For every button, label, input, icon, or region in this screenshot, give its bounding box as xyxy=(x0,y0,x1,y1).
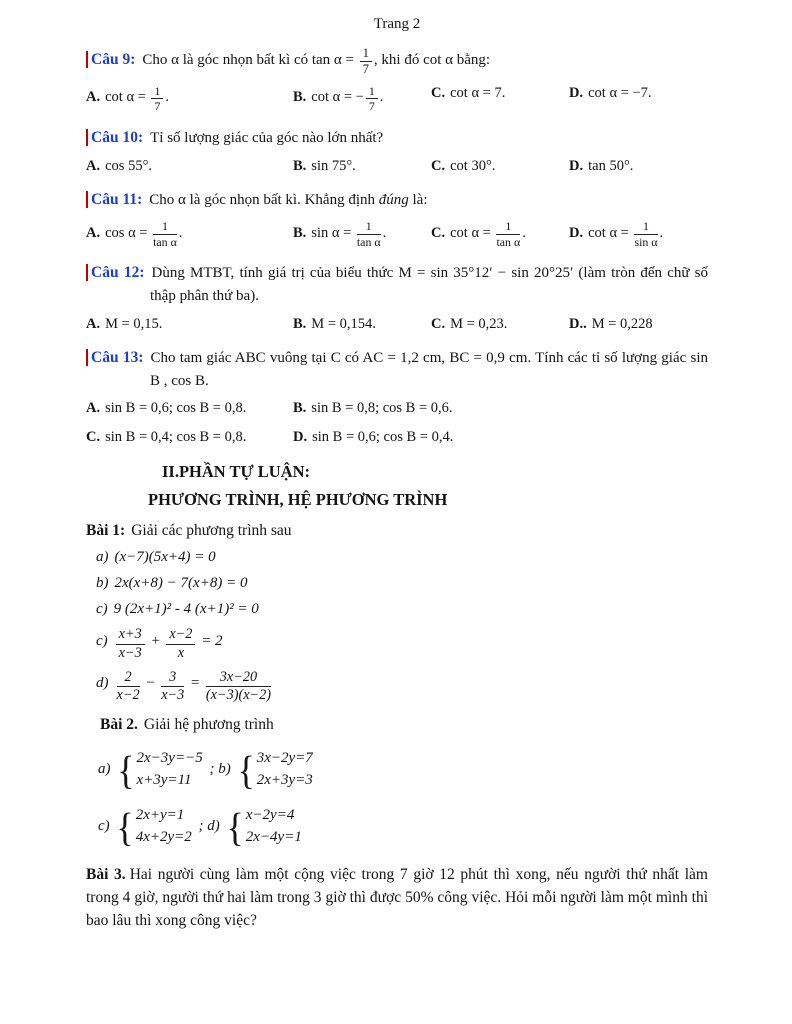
option-a xyxy=(86,400,293,417)
question-text: Cho α là góc nhọn bất kì. Khẳng định đúng là: xyxy=(149,191,428,208)
equation-item-b xyxy=(96,575,708,592)
option-text: sin B = 0,8; cos B = 0,6. xyxy=(311,400,453,417)
equation-item-c2 xyxy=(96,627,708,661)
section-subtitle: PHƯƠNG TRÌNH, HỆ PHƯƠNG TRÌNH xyxy=(148,490,448,510)
option-label: A. xyxy=(86,157,101,174)
options-row xyxy=(86,158,708,175)
exercise-label: Bài 3. xyxy=(86,865,126,883)
item-equation: 9 (2x+1)² - 4 (x+1)² = 0 xyxy=(113,601,259,618)
equation-item-c1 xyxy=(96,601,708,618)
option-d xyxy=(569,316,708,333)
question-text: Tỉ số lượng giác của góc nào lớn nhất? xyxy=(150,130,384,147)
options-row xyxy=(86,85,708,114)
option-text: cot 30°. xyxy=(450,157,496,174)
exercise-text: Hai người cùng làm một cộng việc trong 7 giờ 12 phút thì xong, nếu người thứ nhất làm trong 4 giờ, người thứ hai làm trong 3 giờ thì được 50% công việc. Hỏi mỗi người làm một mình thì bao lâu thì xong công việc? xyxy=(86,865,708,930)
exercise-2-heading xyxy=(100,716,708,734)
option-label: A. xyxy=(86,224,101,241)
page-number-header: Trang 2 xyxy=(373,16,421,32)
option-text: cos α = $\frac{1}{\text{tan α}}$ . xyxy=(105,218,183,249)
option-text: M = 0,23. xyxy=(450,315,508,332)
option-c xyxy=(86,429,293,446)
item-label: d) xyxy=(96,675,109,692)
exercise-1 xyxy=(86,522,708,704)
question-label: Câu 13: xyxy=(86,349,144,366)
option-text: sin α = $\frac{1}{\text{tan α}}$ . xyxy=(311,218,387,249)
equation-item-a xyxy=(96,549,708,566)
option-b xyxy=(293,220,431,249)
question-13 xyxy=(86,347,708,447)
option-label: D. xyxy=(569,157,584,174)
question-label: Câu 12: xyxy=(86,264,145,281)
option-text: cot α = $\frac{1}{\text{tan α}}$ . xyxy=(450,218,526,249)
option-d xyxy=(293,429,708,446)
exercise-label: Bài 2. xyxy=(100,715,138,733)
system-row-ab: a) { 2x−3y=−5 x+3y=11 ; b) { 3x−2y=7 2x+3y=3 xyxy=(98,747,313,792)
system-row-cd: c) { 2x+y=1 4x+2y=2 ; d) { x−2y=4 2x−4y=1 xyxy=(98,804,302,850)
option-label: D. xyxy=(569,224,584,241)
option-text: sin B = 0,6; cos B = 0,8. xyxy=(105,400,247,417)
question-heading xyxy=(86,127,708,150)
option-text: sin 75°. xyxy=(311,157,356,174)
item-label: c) xyxy=(96,601,108,618)
item-equation: (x−7)(5x+4) = 0 xyxy=(114,549,216,566)
equation-item-d xyxy=(96,670,708,704)
item-equation: $\frac{2}{x-2}$ − $\frac{3}{x-3}$ = $\frac{3x-20}{(x-3)(x-2)}$ xyxy=(116,669,272,704)
option-label: B. xyxy=(293,400,307,417)
question-text: Dùng MTBT, tính giá trị của biểu thức M = sin 35°12′ − sin 20°25′ (làm tròn đến chữ số thập phân thứ ba). xyxy=(150,265,708,305)
option-c xyxy=(431,220,569,249)
exercise-1-heading xyxy=(86,522,708,540)
option-label: B. xyxy=(293,315,307,332)
option-text: tan 50°. xyxy=(588,157,634,174)
option-a xyxy=(86,220,293,249)
question-heading xyxy=(86,189,708,212)
question-text: Cho tam giác ABC vuông tại C có AC = 1,2 cm, BC = 0,9 cm. Tính các tỉ số lượng giác sin B , cos B. xyxy=(150,349,708,389)
options-row xyxy=(86,316,708,333)
option-d xyxy=(569,158,708,175)
item-label: b) xyxy=(96,575,109,592)
question-11 xyxy=(86,189,708,248)
exercise-2-systems xyxy=(86,748,708,849)
exercise-title: Giải các phương trình sau xyxy=(131,522,292,540)
question-heading xyxy=(86,262,708,308)
options-grid xyxy=(86,400,708,446)
item-label: c) xyxy=(96,632,108,649)
option-b xyxy=(293,400,708,417)
question-label: Câu 10: xyxy=(86,129,143,146)
option-label: B. xyxy=(293,157,307,174)
item-label: a) xyxy=(96,549,109,566)
option-label: C. xyxy=(86,429,101,446)
question-heading xyxy=(86,347,708,393)
option-text: cot α = −7. xyxy=(588,84,652,101)
option-text: cot α = − $\frac{1}{7}$ . xyxy=(311,83,384,114)
option-label: C. xyxy=(431,224,446,241)
option-b xyxy=(293,316,431,333)
option-text: sin B = 0,4; cos B = 0,8. xyxy=(105,429,247,446)
question-9 xyxy=(86,47,708,113)
question-label: Câu 11: xyxy=(86,191,142,208)
option-label: A. xyxy=(86,315,101,332)
option-b xyxy=(293,85,431,114)
option-text: cos 55°. xyxy=(105,157,152,174)
exercise-3-paragraph xyxy=(86,863,708,933)
exercise-2 xyxy=(86,716,708,849)
option-label: C. xyxy=(431,315,446,332)
question-label: Câu 9: xyxy=(86,51,135,68)
option-c xyxy=(431,85,569,102)
option-d xyxy=(569,85,708,102)
options-row xyxy=(86,220,708,249)
option-text: M = 0,228 xyxy=(591,315,653,332)
option-text: cot α = 7. xyxy=(450,84,506,101)
option-b xyxy=(293,158,431,175)
option-label: D.. xyxy=(569,315,587,332)
option-a xyxy=(86,316,293,333)
option-text: cot α = $\frac{1}{7}$ . xyxy=(105,83,170,114)
option-c xyxy=(431,316,569,333)
option-label: A. xyxy=(86,400,101,417)
option-label: A. xyxy=(86,89,101,106)
option-a xyxy=(86,85,293,114)
option-d xyxy=(569,220,708,249)
item-equation: 2x(x+8) − 7(x+8) = 0 xyxy=(114,575,248,592)
option-c xyxy=(431,158,569,175)
option-label: B. xyxy=(293,224,307,241)
question-text: Cho α là góc nhọn bất kì có tan α = $\frac{1}{7}$ , khi đó cot α bằng: xyxy=(142,46,491,77)
option-label: C. xyxy=(431,157,446,174)
section-title-part-2: II.PHẦN TỰ LUẬN: xyxy=(162,462,311,482)
item-equation: $\frac{x+3}{x-3}$ + $\frac{x-2}{x}$ = 2 xyxy=(114,633,223,649)
option-text: sin B = 0,6; cos B = 0,4. xyxy=(312,429,454,446)
exercise-1-items xyxy=(86,549,708,704)
question-12 xyxy=(86,262,708,333)
question-10 xyxy=(86,127,708,175)
option-a xyxy=(86,158,293,175)
question-heading xyxy=(86,47,708,77)
option-label: D. xyxy=(569,84,584,101)
option-text: cot α = $\frac{1}{\text{sin α}}$ . xyxy=(588,218,664,249)
option-text: M = 0,154. xyxy=(311,315,376,332)
exercise-title: Giải hệ phương trình xyxy=(143,715,274,733)
option-text: M = 0,15. xyxy=(105,315,163,332)
option-label: B. xyxy=(293,89,307,106)
exercise-label: Bài 1: xyxy=(86,522,126,540)
option-label: C. xyxy=(431,84,446,101)
option-label: D. xyxy=(293,429,308,446)
